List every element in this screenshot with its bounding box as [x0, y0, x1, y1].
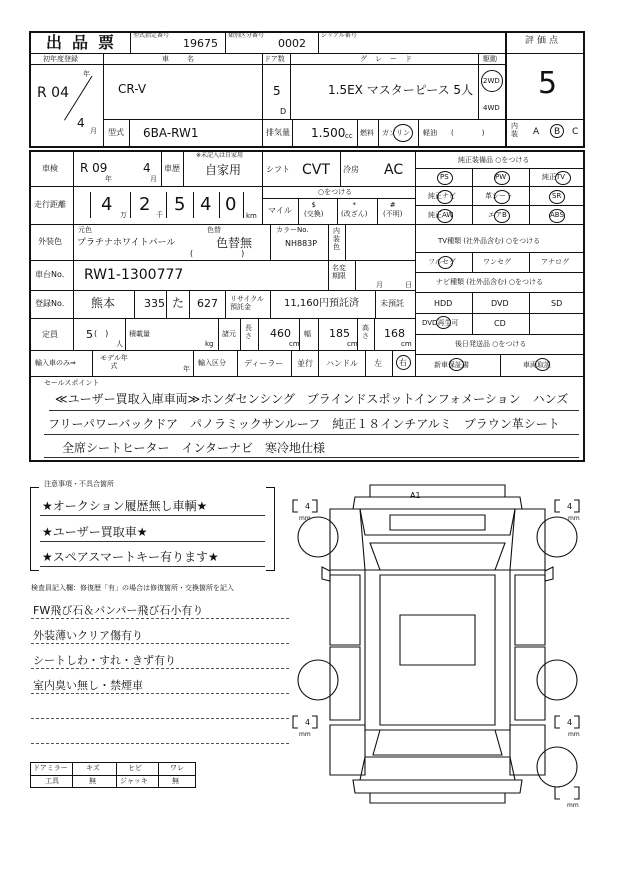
footer-h1: ドアミラー	[33, 764, 68, 772]
interior-label: 内装	[511, 122, 518, 138]
mileage-d4: 4	[200, 194, 212, 215]
sales-line3: 全席シートヒーター インターナビ 寒冷地仕様	[62, 441, 326, 455]
original-color-label: 元色	[78, 226, 92, 234]
first-reg-year-unit: 年	[83, 70, 90, 78]
handle-label: ハンドル	[326, 359, 358, 368]
name-change-month: 月	[376, 281, 383, 289]
aircon-label: 冷房	[343, 165, 359, 174]
footer-c3: ジャッキ	[120, 777, 148, 785]
import-label: 輸入車のみ⇒	[35, 359, 76, 367]
equip-aw: 純正AW	[428, 211, 454, 219]
recycle: 11,160円預託済	[284, 298, 359, 309]
width-cm: cm	[347, 340, 358, 348]
mileage-label: 走行距離	[34, 200, 66, 209]
mile-tamper: * (改ざん)	[341, 201, 368, 219]
name-change-day: 日	[405, 281, 412, 289]
history-label: 車歴	[164, 164, 180, 173]
reg-class: 335	[144, 297, 165, 310]
inspection-year-unit: 年	[105, 175, 112, 183]
dim-label: 諸元	[222, 330, 236, 338]
model-label: 型式	[108, 128, 124, 137]
type-no-label: 型式指定番号	[133, 32, 170, 39]
length-label: 長さ	[245, 324, 252, 341]
tire-rl-mm: mm	[299, 731, 311, 738]
current-color: 色替無	[216, 236, 253, 250]
note-item-2: ★ユーザー買取車★	[42, 525, 148, 539]
load-label: 積載量	[129, 330, 150, 338]
first-reg-era: R 04	[37, 85, 69, 101]
grade: 1.5EX マスターピース 5人	[328, 83, 474, 97]
handle-right: 右	[399, 358, 407, 367]
reg-num: 627	[197, 297, 218, 310]
displacement-label: 排気量	[266, 128, 290, 137]
doors-suffix: D	[280, 107, 287, 116]
doors-label: ドア数	[264, 55, 285, 63]
footer-h4: ワレ	[170, 764, 184, 772]
sales-line1: ≪ユーザー買取入庫車両≫ホンダセンシング ブラインドスポットインフォメーション ハンズ	[55, 392, 569, 406]
recycle-label: リサイクル預託金	[230, 295, 265, 312]
model-year-unit: 年	[183, 365, 190, 373]
current-color-label: 色替	[207, 226, 221, 234]
width-label: 幅	[304, 330, 311, 338]
history-note: ※未記入は自家用	[196, 152, 244, 159]
color-label: 外装色	[38, 237, 62, 246]
tire-fl-mm: mm	[299, 515, 311, 522]
inspector-label: 検査員記入欄：修復歴「有」の場合は修復箇所・交換箇所を記入	[31, 584, 234, 592]
inspection-era: R 09	[80, 161, 108, 175]
navi-dvd-play: DVD再生可	[422, 319, 459, 327]
interior-c: C	[572, 127, 579, 137]
car-name-label: 車名	[162, 55, 212, 63]
navi-title: ナビ種類 (社外品含む) ○をつける	[436, 278, 544, 286]
first-reg-label: 初年度登録	[43, 55, 78, 63]
sales-label: セールスポイント	[44, 379, 100, 387]
name-change-label: 名変期限	[332, 264, 346, 281]
capacity-paren: ( )	[94, 329, 109, 338]
type-no: 19675	[183, 37, 218, 50]
first-reg-month-unit: 月	[90, 127, 97, 135]
mileage-unit: km	[246, 212, 257, 220]
tire-fr-mm: mm	[568, 515, 580, 522]
equipment-title: 純正装備品 ○をつける	[458, 156, 530, 164]
dealer: ディーラー	[244, 359, 284, 368]
sales-line2: フリーパワーバックドア パノラミックサンルーフ 純正１８インチアルミ ブラウン革シート	[48, 417, 560, 431]
tire-fl: 4	[305, 502, 311, 511]
tire-rr: 4	[567, 718, 573, 727]
color-no: NH883P	[285, 239, 318, 248]
after-manual: 車両取説	[523, 361, 551, 369]
fuel-paren: ( )	[451, 129, 485, 137]
chassis-label: 車台No.	[35, 270, 65, 279]
mileage-d1: 4	[101, 194, 113, 215]
tire-rr-mm: mm	[568, 731, 580, 738]
tv-analog: アナログ	[541, 258, 569, 266]
equip-abs: ABS	[550, 211, 564, 219]
current-color-paren: ( )	[190, 249, 245, 258]
inspection-month: 4	[143, 161, 151, 175]
footer-c2: 無	[89, 777, 96, 785]
notes-label: 注意事項・不具合箇所	[44, 480, 114, 488]
notes-bracket-left	[30, 487, 39, 571]
navi-hdd: HDD	[434, 299, 453, 308]
model: 6BA-RW1	[143, 126, 199, 140]
mileage-man: 万	[120, 211, 127, 219]
tv-fullseg: フルセグ	[428, 258, 456, 266]
footer-c1: 工具	[45, 777, 59, 785]
diagram-mark: A1	[410, 491, 421, 500]
footer-h2: キズ	[86, 764, 100, 772]
width: 185	[329, 327, 350, 340]
doors: 5	[273, 84, 281, 98]
mileage-d3: 5	[174, 194, 186, 215]
reg-label: 登録No.	[35, 299, 65, 308]
equip-ps: PS	[440, 173, 449, 181]
tire-spare-mm: mm	[567, 802, 579, 809]
inspector-item-2: 外装薄いクリア傷有り	[33, 629, 143, 642]
tv-oneseg: ワンセグ	[483, 258, 511, 266]
grade-score-title: 評価点	[525, 36, 562, 46]
mile-note: ○をつける	[318, 188, 353, 196]
history: 自家用	[205, 163, 242, 177]
equip-pw: PW	[495, 173, 507, 181]
length-cm: cm	[289, 340, 300, 348]
chassis: RW1-1300777	[84, 267, 184, 283]
displacement: 1.500	[311, 126, 346, 140]
drive-2wd: 2WD	[483, 77, 500, 85]
shift-label: シフト	[266, 165, 290, 174]
handle-left: 左	[374, 359, 382, 368]
inspection-month-unit: 月	[150, 175, 157, 183]
inspector-item-3: シートしわ・すれ・きず有り	[33, 654, 176, 667]
parallel: 並行	[297, 359, 313, 368]
height-label: 高さ	[362, 324, 369, 341]
height: 168	[384, 327, 405, 340]
class-no: 0002	[278, 37, 306, 50]
equip-navi: 純正ナビ	[428, 192, 456, 200]
drive-4wd: 4WD	[483, 104, 500, 112]
mile-unknown: # (不明)	[383, 201, 403, 219]
import-class-label: 輸入区分	[198, 359, 226, 367]
interior-a: A	[533, 127, 540, 137]
model-year-label: モデル年式	[100, 354, 128, 371]
tire-rl: 4	[305, 718, 311, 727]
navi-sd: SD	[551, 299, 563, 308]
equip-sr: SR	[552, 192, 562, 200]
inspector-item-1: FW飛び石＆バンパー飛び石小有り	[33, 604, 204, 617]
inspection-label: 車検	[42, 164, 58, 173]
serial-label: シリアル番号	[321, 32, 357, 39]
car-diagram	[290, 475, 590, 815]
equip-airbag: エアB	[488, 211, 507, 219]
note-item-3: ★スペアスマートキー有ります★	[42, 550, 219, 564]
capacity-unit: 人	[116, 340, 123, 348]
int-color-label: 内装色	[333, 227, 340, 252]
after-title: 後日発送品 ○をつける	[455, 340, 527, 348]
footer-h3: ヒビ	[128, 764, 142, 772]
grade-score: 5	[538, 66, 558, 101]
original-color: プラチナホワイトパール	[77, 238, 176, 248]
color-no-label: カラーNo.	[276, 226, 309, 234]
aircon: AC	[384, 162, 404, 178]
fuel-light: 軽油	[423, 129, 437, 137]
interior-b: B	[554, 127, 561, 137]
displacement-unit: cc	[345, 132, 353, 140]
first-reg-month: 4	[77, 116, 85, 130]
fuel-label: 燃料	[360, 129, 374, 137]
drive-label: 駆動	[483, 55, 497, 63]
note-item-1: ★オークション履歴無し車輌★	[42, 499, 208, 513]
height-cm: cm	[401, 340, 412, 348]
notes-bracket-right	[266, 487, 275, 571]
shift: CVT	[302, 162, 330, 178]
tire-fr: 4	[567, 502, 573, 511]
footer-c4: 無	[172, 777, 179, 785]
mile-label: マイル	[268, 206, 292, 215]
length: 460	[270, 327, 291, 340]
navi-cd: CD	[494, 319, 506, 328]
grade-label: グレード	[360, 55, 420, 63]
recycle-unpaid: 未預託	[380, 299, 404, 308]
fuel-gas: ガソリン	[382, 129, 410, 137]
mileage-d5: 0	[225, 194, 237, 215]
reg-area: 熊本	[91, 296, 116, 310]
after-warranty: 新車保証書	[434, 361, 469, 369]
mileage-sen: 千	[156, 211, 163, 219]
mile-exchange: $ (交換)	[304, 201, 324, 219]
navi-dvd: DVD	[491, 299, 509, 308]
mileage-d2: 2	[139, 194, 151, 215]
capacity-label: 定員	[42, 330, 58, 339]
class-no-label: 類別区分番号	[228, 32, 265, 39]
equip-leather: 革シート	[485, 192, 513, 200]
load-unit: kg	[205, 340, 214, 348]
car-name: CR-V	[118, 82, 147, 96]
inspector-item-4: 室内臭い無し・禁煙車	[33, 679, 143, 692]
tv-title: TV種類 (社外品含む) ○をつける	[438, 237, 541, 245]
reg-kana: た	[172, 296, 185, 310]
sheet-title: 出品票	[46, 33, 125, 52]
capacity: 5	[86, 328, 93, 341]
equip-tv: 純正TV	[542, 173, 566, 181]
